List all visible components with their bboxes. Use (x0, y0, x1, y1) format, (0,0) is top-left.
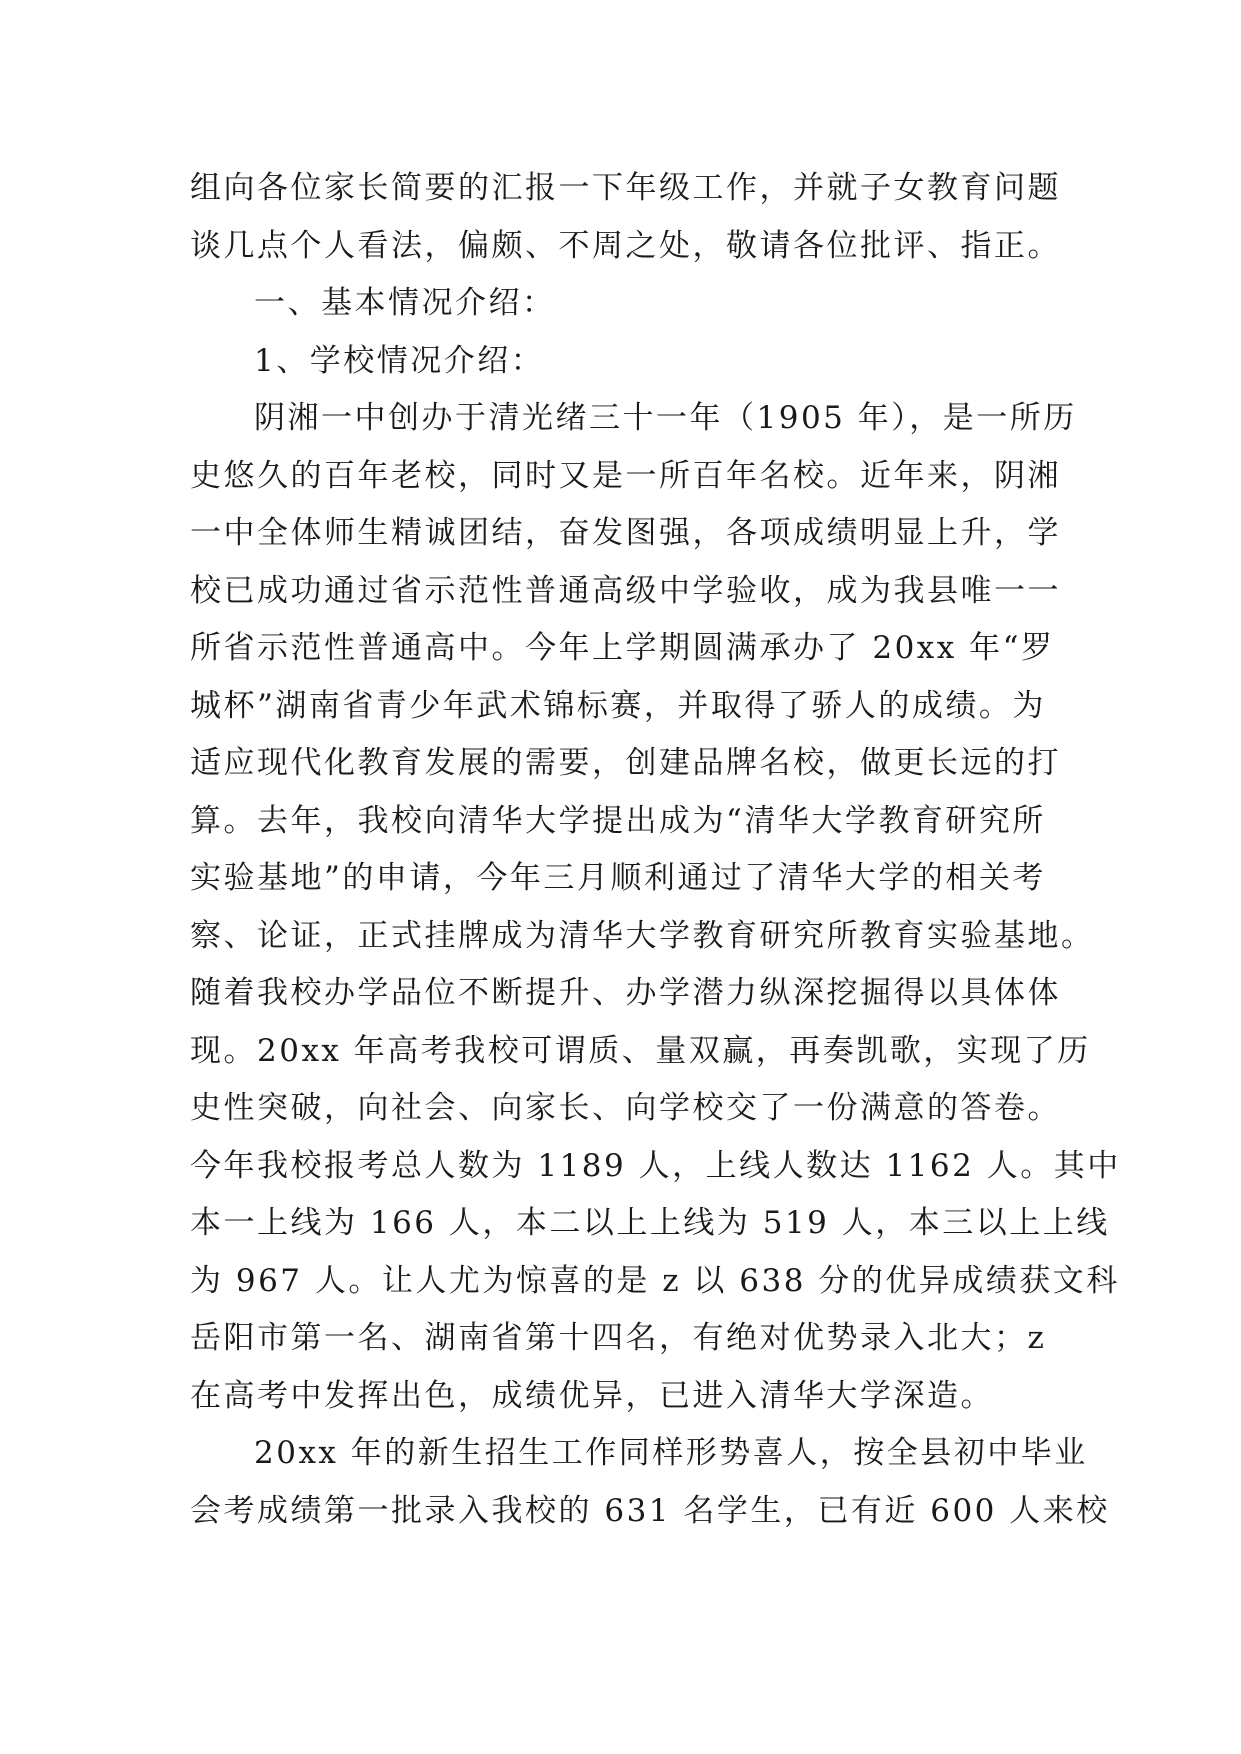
paragraph-line: 20xx 年的新生招生工作同样形势喜人，按全县初中毕业 (254, 1435, 1088, 1471)
paragraph-line: 所省示范性普通高中。今年上学期圆满承办了 20xx 年“罗 (190, 630, 1055, 666)
subsection-heading: 1、学校情况介绍： (254, 342, 545, 379)
paragraph-line: 为 967 人。让人尤为惊喜的是 z 以 638 分的优异成绩获文科 (190, 1262, 1120, 1299)
paragraph-line: 现。20xx 年高考我校可谓质、量双赢，再奏凯歌，实现了历 (190, 1032, 1091, 1069)
paragraph-line: 校已成功通过省示范性普通高级中学验收，成为我县唯一一 (190, 572, 1061, 609)
paragraph-line: 城杯”湖南省青少年武术锦标赛，并取得了骄人的成绩。为 (190, 687, 1046, 724)
paragraph-line: 史性突破，向社会、向家长、向学校交了一份满意的答卷。 (190, 1090, 1061, 1126)
paragraph-line: 阴湘一中创办于清光绪三十一年（1905 年），是一所历 (254, 400, 1077, 436)
paragraph-line: 适应现代化教育发展的需要，创建品牌名校，做更长远的打 (190, 745, 1061, 781)
document-body (190, 160, 1121, 1540)
paragraph-line: 本一上线为 166 人，本二以上上线为 519 人，本三以上上线 (190, 1205, 1110, 1241)
paragraph-line: 岳阳市第一名、湖南省第十四名，有绝对优势录入北大；z (190, 1320, 1047, 1356)
paragraph-line: 一中全体师生精诚团结，奋发图强，各项成绩明显上升，学 (190, 515, 1061, 551)
paragraph-line: 今年我校报考总人数为 1189 人，上线人数达 1162 人。其中 (190, 1147, 1121, 1184)
paragraph-line: 会考成绩第一批录入我校的 631 名学生，已有近 600 人来校 (190, 1492, 1110, 1529)
paragraph-line: 随着我校办学品位不断提升、办学潜力纵深挖掘得以具体体 (190, 975, 1061, 1011)
paragraph-line: 史悠久的百年老校，同时又是一所百年名校。近年来，阴湘 (190, 457, 1061, 494)
paragraph-line: 谈几点个人看法，偏颇、不周之处，敬请各位批评、指正。 (190, 227, 1061, 264)
paragraph-line: 算。去年，我校向清华大学提出成为“清华大学教育研究所 (190, 802, 1046, 839)
paragraph-line: 在高考中发挥出色，成绩优异，已进入清华大学深造。 (190, 1377, 994, 1414)
paragraph-line: 察、论证，正式挂牌成为清华大学教育研究所教育实验基地。 (190, 917, 1095, 954)
paragraph-line: 实验基地”的申请，今年三月顺利通过了清华大学的相关考 (190, 860, 1046, 896)
paragraph-line: 组向各位家长简要的汇报一下年级工作，并就子女教育问题 (190, 170, 1061, 206)
section-heading: 一、基本情况介绍： (254, 285, 556, 321)
